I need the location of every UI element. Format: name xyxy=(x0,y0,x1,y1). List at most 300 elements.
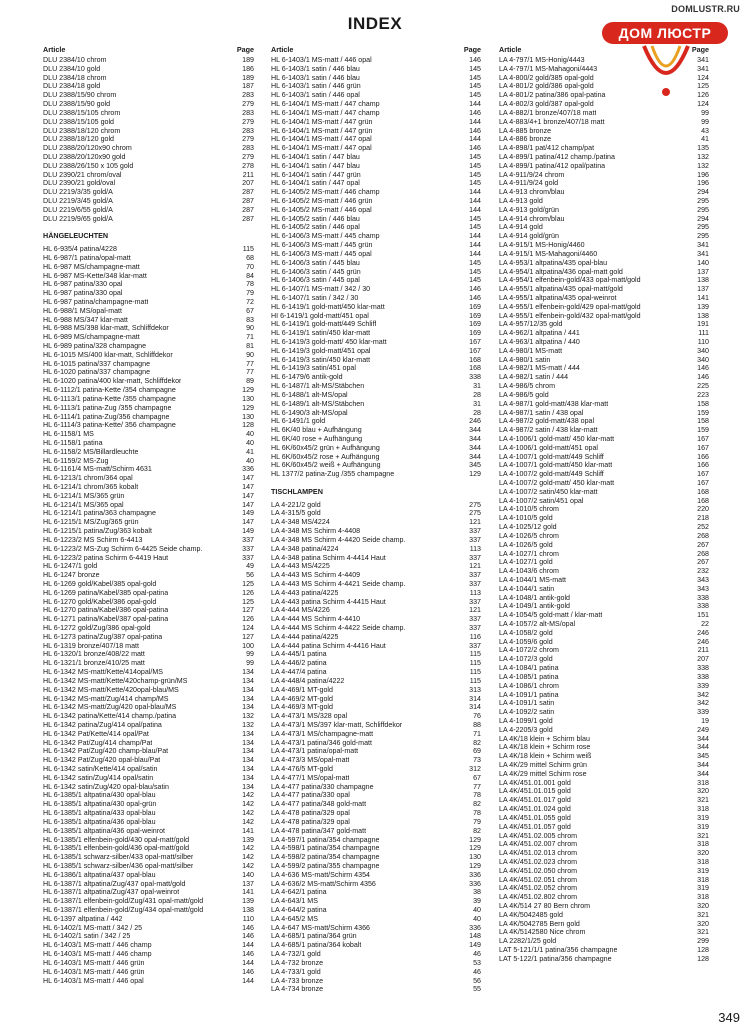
index-entry xyxy=(271,312,481,321)
page-ref: 149 xyxy=(469,941,481,950)
page-ref: 128 xyxy=(697,954,709,963)
article-name: LA 4K/451.02.007 chrom xyxy=(499,840,578,849)
article-name: HL 6-1402/1 MS-matt / 342 / 25 xyxy=(43,923,143,932)
index-entry xyxy=(271,633,481,642)
page-ref: 275 xyxy=(469,500,481,509)
index-entry xyxy=(499,743,709,752)
logo-brand: ДОМ ЛЮСТР xyxy=(602,22,728,44)
page-ref: 187 xyxy=(242,82,254,91)
index-entry xyxy=(499,312,709,321)
index-entry xyxy=(499,876,709,885)
page-ref: 46 xyxy=(473,950,481,959)
index-entry xyxy=(271,915,481,924)
page-ref: 211 xyxy=(242,170,254,179)
article-name: LA 4-473/1 MS/328 opal xyxy=(271,712,348,721)
page-ref: 145 xyxy=(469,91,481,100)
index-entry xyxy=(43,153,254,162)
article-name: LA 4K/451.02.013 chrom xyxy=(499,849,578,858)
article-name: LA 4K/451.02.802 chrom xyxy=(499,893,578,902)
page-ref: 145 xyxy=(469,258,481,267)
article-name: HL 6-1385/1 elfenbein-gold/430 opal-matt/gold xyxy=(43,835,190,844)
article-name: HL 6K/40 blau + Aufhängung xyxy=(271,426,362,435)
index-entry xyxy=(271,968,481,977)
article-name: LA 4-882/1 bronze/407/18 matt xyxy=(499,108,597,117)
page-ref: 169 xyxy=(469,302,481,311)
section-heading: TISCHLAMPEN xyxy=(271,486,323,496)
index-entry xyxy=(499,188,709,197)
index-entry xyxy=(271,677,481,686)
article-name: LA 4-883/4+1 bronze/407/18 matt xyxy=(499,117,605,126)
page-ref: 90 xyxy=(246,324,254,333)
page-ref: 295 xyxy=(697,197,709,205)
column-header xyxy=(43,44,254,56)
article-name: LA 4-1007/2 satin/451 opal xyxy=(499,496,584,505)
page-ref: 168 xyxy=(697,487,709,496)
index-entry xyxy=(43,483,254,492)
page-ref: 320 xyxy=(697,787,709,796)
page-ref: 142 xyxy=(242,861,254,870)
index-entry xyxy=(271,303,481,312)
page-ref: 344 xyxy=(697,734,709,743)
article-name: HL 6-1419/3 satin/451 opal xyxy=(271,364,356,373)
page-ref: 145 xyxy=(469,161,481,170)
page-ref: 145 xyxy=(469,267,481,276)
page-ref: 146 xyxy=(242,923,254,932)
page-ref: 168 xyxy=(469,355,481,364)
index-entry xyxy=(499,646,709,655)
page-ref: 82 xyxy=(473,738,481,747)
article-name: DLU 2384/10 chrom xyxy=(43,56,107,64)
article-name: HL 6-1406/3 MS-matt / 445 grün xyxy=(271,241,373,250)
page-ref: 318 xyxy=(697,840,709,849)
article-name: HL 6-1403/1 satin / 446 grün xyxy=(271,82,361,91)
index-entry xyxy=(499,435,709,444)
index-entry xyxy=(271,223,481,232)
page-ref: 140 xyxy=(242,870,254,879)
index-entry xyxy=(271,853,481,862)
page-ref: 127 xyxy=(242,606,254,615)
page-ref: 134 xyxy=(242,738,254,747)
article-name: LA 4-478 patina/329 opal xyxy=(271,817,350,826)
index-entry xyxy=(43,395,254,404)
article-name: LA 4-1007/1 gold-matt/449 Schliff xyxy=(499,452,604,461)
index-entry xyxy=(43,404,254,413)
page-ref: 71 xyxy=(473,729,481,738)
page-ref: 124 xyxy=(242,624,254,632)
index-entry xyxy=(43,642,254,651)
page-ref: 70 xyxy=(246,262,254,271)
article-name: HL 6-1214/1 patina/363 champagne xyxy=(43,509,156,518)
article-name: LA 4K/451.02.050 chrom xyxy=(499,866,578,875)
page-ref: 320 xyxy=(697,849,709,858)
index-entry xyxy=(43,774,254,783)
article-name: LA 4-955/1 elfenbein-gold/432 opal-matt/gold xyxy=(499,311,641,320)
index-entry xyxy=(271,171,481,180)
index-entry xyxy=(43,880,254,889)
article-name: HL 6-1403/1 satin / 446 blau xyxy=(271,64,360,73)
column-header xyxy=(271,44,481,56)
page-ref: 128 xyxy=(242,421,254,430)
page-ref: 220 xyxy=(697,505,709,514)
article-name: HL 6-1419/1 satin/450 klar-matt xyxy=(271,329,371,338)
index-entry xyxy=(271,268,481,277)
index-entry xyxy=(499,735,709,744)
article-name: LA 4-915/1 MS-Mahagoni/4460 xyxy=(499,249,598,258)
page-ref: 344 xyxy=(697,769,709,778)
index-entry xyxy=(499,867,709,876)
page-ref: 125 xyxy=(242,579,254,588)
index-entry xyxy=(43,536,254,545)
article-name: HL 6-1247/1 gold xyxy=(43,562,98,571)
page-ref: 134 xyxy=(242,676,254,685)
article-name: HL 6-1387/1 altpatina/Zug/437 opal-matt/gold xyxy=(43,879,186,888)
index-list xyxy=(499,56,709,964)
page-ref: 132 xyxy=(697,161,709,170)
page-ref: 294 xyxy=(697,188,709,197)
article-name: LA 4-954/1 altpatina/436 opal-matt gold xyxy=(499,267,623,276)
article-name: LA 4K/451.02.052 chrom xyxy=(499,884,578,893)
article-name: LA 4-348 patina/4224 xyxy=(271,544,339,553)
article-name: LA 4-642/1 patina xyxy=(271,888,327,897)
article-name: DLU 2384/10 gold xyxy=(43,64,101,73)
page-ref: 135 xyxy=(697,144,709,153)
article-name: LA 4-478 patina/347 gold-matt xyxy=(271,826,367,835)
article-name: LA 4-444 MS Schirm 4-4410 xyxy=(271,615,361,624)
page-ref: 134 xyxy=(242,668,254,677)
index-entry xyxy=(499,100,709,109)
index-entry xyxy=(43,135,254,144)
page-ref: 78 xyxy=(473,791,481,800)
article-name: HL 6-1386/1 altpatina/437 opal-blau xyxy=(43,870,156,879)
index-entry xyxy=(43,162,254,171)
page-ref: 341 xyxy=(697,249,709,258)
index-entry xyxy=(271,836,481,845)
page-ref: 147 xyxy=(242,500,254,509)
article-name: LA 4-915/1 MS-Honig/4460 xyxy=(499,241,585,250)
page-ref: 144 xyxy=(242,941,254,950)
page-ref: 127 xyxy=(242,632,254,641)
index-entry xyxy=(271,774,481,783)
index-entry xyxy=(271,950,481,959)
page-ref: 147 xyxy=(242,518,254,527)
page-ref: 134 xyxy=(242,756,254,765)
article-name: DLU 2388/18/120 gold xyxy=(43,135,114,144)
page-title: INDEX xyxy=(347,14,403,33)
index-entry xyxy=(43,91,254,100)
index-entry xyxy=(43,712,254,721)
index-entry xyxy=(499,814,709,823)
article-name: LA 4K/451.02.005 chrom xyxy=(499,831,578,840)
article-name: LA 4-1072/3 gold xyxy=(499,655,553,664)
article-name: DLU 2388/15/90 chrom xyxy=(43,91,117,100)
page-ref: 341 xyxy=(697,56,709,64)
index-entry xyxy=(499,902,709,911)
page-ref: 166 xyxy=(697,452,709,461)
page-ref: 337 xyxy=(469,641,481,650)
article-name: HL 6-1405/2 MS-matt / 446 champ xyxy=(271,188,380,197)
article-name: HL 6-1406/3 satin / 445 blau xyxy=(271,258,360,267)
index-entry xyxy=(499,787,709,796)
index-entry xyxy=(43,448,254,457)
index-entry xyxy=(271,598,481,607)
index-entry xyxy=(43,280,254,289)
page-ref: 137 xyxy=(697,285,709,294)
article-name: HL 6-987 MS-Kette/348 klar-matt xyxy=(43,271,147,280)
article-name: HL 6-989 patina/328 champagne xyxy=(43,342,147,350)
page-ref: 225 xyxy=(697,382,709,391)
page-ref: 99 xyxy=(701,117,709,126)
article-name: HL 6-987 patina/champagne-matt xyxy=(43,297,149,306)
index-entry xyxy=(43,695,254,704)
page-ref: 79 xyxy=(246,289,254,298)
index-entry xyxy=(271,391,481,400)
page-ref: 339 xyxy=(697,708,709,717)
page-ref: 337 xyxy=(469,615,481,624)
index-entry xyxy=(271,373,481,382)
article-name: HL 6-1403/1 satin / 446 blau xyxy=(271,73,360,82)
index-entry xyxy=(271,329,481,338)
article-name: LA 4-914 chrom/blau xyxy=(499,214,565,223)
article-name: HL 6-1403/1 MS-matt / 446 champ xyxy=(43,950,152,959)
page-ref: 71 xyxy=(246,333,254,342)
index-entry xyxy=(499,409,709,418)
article-name: LA 4-987/2 satin / 438 klar-matt xyxy=(499,426,598,435)
article-name: LA 4-953/1 altpatina/435 opal-blau xyxy=(499,258,608,267)
page-ref: 141 xyxy=(242,826,254,835)
article-name: LA 4-797/1 MS-Mahagoni/4443 xyxy=(499,64,598,73)
index-entry xyxy=(271,241,481,250)
article-name: HL 6-1404/1 MS-matt / 447 grün xyxy=(271,117,373,126)
page-ref: 121 xyxy=(469,562,481,571)
index-entry xyxy=(499,118,709,127)
article-name: LA 4-913 chrom/blau xyxy=(499,188,565,197)
index-entry xyxy=(499,664,709,673)
page-ref: 40 xyxy=(246,430,254,439)
article-name: LA 4-1044/1 MS-matt xyxy=(499,575,567,584)
index-entry xyxy=(43,968,254,977)
article-name: HL 6-1404/1 MS-matt / 447 opal xyxy=(271,135,372,144)
index-entry xyxy=(271,144,481,153)
article-name: LA 4K/451.02.051 chrom xyxy=(499,875,578,884)
article-name: LA 4-1043/6 chrom xyxy=(499,567,559,576)
article-name: HL 6-1342 Pat/Zug/414 champ/Pat xyxy=(43,738,153,747)
page-ref: 295 xyxy=(697,232,709,241)
page-ref: 344 xyxy=(469,434,481,443)
article-name: LA 4-734 bronze xyxy=(271,985,324,994)
page-ref: 283 xyxy=(242,144,254,153)
article-name: HL 6-1479/6 antik-gold xyxy=(271,373,343,382)
page-ref: 129 xyxy=(469,470,481,479)
article-name: LA 4-987/1 gold-matt/438 klar-matt xyxy=(499,399,609,408)
index-entry xyxy=(271,545,481,554)
article-name: LA 4-1007/1 gold-matt/450 klar-matt xyxy=(499,461,613,470)
article-name: HL 6-1342 MS-matt/Zug/420 opal-blau/MS xyxy=(43,703,177,712)
article-name: LA 4-732/1 gold xyxy=(271,950,321,959)
index-entry xyxy=(43,457,254,466)
column-header xyxy=(499,44,709,56)
article-name: HL 6-1158/2 MS/Billardleuchte xyxy=(43,447,139,456)
index-entry xyxy=(499,488,709,497)
page-ref: 211 xyxy=(697,646,709,655)
index-entry xyxy=(499,250,709,259)
index-entry xyxy=(43,659,254,668)
index-entry xyxy=(499,541,709,550)
article-name: LA 4-473/1 patina/346 gold-matt xyxy=(271,738,372,747)
index-entry xyxy=(271,668,481,677)
article-name: LA 4-1027/1 chrom xyxy=(499,549,559,558)
page-ref: 40 xyxy=(246,456,254,465)
index-list xyxy=(271,501,481,995)
page-ref: 338 xyxy=(697,664,709,673)
article-name: HL 6-1342 MS-matt/Kette/420champ-grün/MS xyxy=(43,676,188,685)
page-ref: 99 xyxy=(246,659,254,668)
logo-url: DOMLUSTR.RU xyxy=(671,4,740,14)
article-name: LA 4-1010/5 gold xyxy=(499,514,553,523)
index-entry xyxy=(499,770,709,779)
page-ref: 121 xyxy=(469,606,481,615)
page-ref: 111 xyxy=(698,329,709,338)
page-ref: 146 xyxy=(697,364,709,373)
page-ref: 191 xyxy=(697,320,709,329)
article-name: LA 4-914 gold xyxy=(499,223,543,232)
page-ref: 321 xyxy=(697,831,709,840)
page-ref: 318 xyxy=(697,893,709,902)
index-entry xyxy=(43,82,254,91)
index-entry xyxy=(499,223,709,232)
index-entry xyxy=(499,832,709,841)
page-ref: 84 xyxy=(246,271,254,280)
article-name: HL 6-1387/1 elfenbein-gold/Zug/434 opal-matt/gold xyxy=(43,906,204,914)
article-name: LA 4-348 MS Schirm 4-4420 Seide champ. xyxy=(271,535,406,544)
index-entry xyxy=(271,118,481,127)
page-ref: 320 xyxy=(697,902,709,910)
article-name: HL 6-1406/3 satin / 445 opal xyxy=(271,276,360,285)
index-entry xyxy=(271,941,481,950)
page-ref: 145 xyxy=(469,73,481,82)
index-entry xyxy=(499,303,709,312)
index-entry xyxy=(271,703,481,712)
article-name: HL 6-1419/1 gold-matt/449 Schliff xyxy=(271,320,377,329)
index-entry xyxy=(271,417,481,426)
index-entry xyxy=(43,977,254,986)
article-name: LA 4-1006/1 gold-matt/451 opal xyxy=(499,443,598,452)
article-name: LA 4-645/2 MS xyxy=(271,914,318,923)
article-name: LA 4-1091/1 satin xyxy=(499,699,555,708)
article-name: LAT 5-122/1 patina/356 champagne xyxy=(499,954,612,963)
page-ref: 137 xyxy=(242,879,254,888)
page-ref: 40 xyxy=(473,914,481,923)
index-entry xyxy=(499,197,709,206)
page-ref: 130 xyxy=(242,412,254,421)
article-name: LA 4K/29 mittel Schirm rose xyxy=(499,769,587,778)
article-name: LA 4-1025/12 gold xyxy=(499,523,557,532)
page-ref: 49 xyxy=(246,562,254,571)
page-ref: 142 xyxy=(242,817,254,826)
index-entry xyxy=(43,871,254,880)
page-ref: 56 xyxy=(473,976,481,985)
article-name: LA 4-477 patina/348 gold-matt xyxy=(271,800,367,809)
index-entry xyxy=(499,893,709,902)
article-name: LAT 5-121/1/1 patina/356 champagne xyxy=(499,946,618,955)
index-entry xyxy=(43,897,254,906)
page-ref: 337 xyxy=(469,571,481,580)
index-entry xyxy=(499,426,709,435)
article-name: HL 6-1404/1 satin / 447 grün xyxy=(271,170,361,179)
index-entry xyxy=(43,316,254,325)
article-name: DLU 2219/6/55 gold/A xyxy=(43,205,113,214)
article-name: LA 4-469/1 MT-gold xyxy=(271,685,333,694)
article-name: HL 6-1112/1 patina-Kette /354 champagne xyxy=(43,386,176,395)
article-name: HL 6-1406/3 MS-matt / 445 champ xyxy=(271,232,380,241)
index-entry xyxy=(499,444,709,453)
page-ref: 137 xyxy=(697,267,709,276)
article-name: HL 6-1403/1 satin / 446 opal xyxy=(271,91,360,100)
page-ref: 138 xyxy=(242,906,254,914)
index-entry xyxy=(271,461,481,470)
article-name: LA 4-348 MS/4224 xyxy=(271,518,330,527)
index-entry xyxy=(499,752,709,761)
index-entry xyxy=(271,527,481,536)
page-ref: 337 xyxy=(469,624,481,632)
index-entry xyxy=(499,849,709,858)
article-name: LA 4K/451.01.055 gold xyxy=(499,813,571,822)
page-ref: 166 xyxy=(697,461,709,470)
page-ref: 146 xyxy=(697,373,709,382)
page-ref: 128 xyxy=(697,946,709,955)
page-ref: 145 xyxy=(469,170,481,179)
index-list xyxy=(43,56,254,223)
page-ref: 144 xyxy=(469,197,481,205)
index-entry xyxy=(499,928,709,937)
page-ref: 110 xyxy=(697,338,709,346)
page-ref: 22 xyxy=(701,620,709,628)
index-entry xyxy=(271,580,481,589)
page-ref: 144 xyxy=(469,232,481,241)
article-name: LA 4-473/1 MS/397 klar-matt, Schliffdekor xyxy=(271,720,403,729)
index-entry xyxy=(43,668,254,677)
article-name: LA 4-899/1 patina/412 opal/patina xyxy=(499,161,606,170)
index-entry xyxy=(271,356,481,365)
index-entry xyxy=(271,906,481,915)
article-name: LA 4-1099/1 gold xyxy=(499,716,553,725)
page-ref: 77 xyxy=(246,368,254,377)
page-ref: 267 xyxy=(697,558,709,567)
page-ref: 144 xyxy=(469,205,481,214)
article-name: LA 4-685/1 patina/364 grün xyxy=(271,932,357,941)
index-entry xyxy=(271,827,481,836)
page-ref: 167 xyxy=(697,470,709,479)
page-ref: 146 xyxy=(469,144,481,153)
page-ref: 319 xyxy=(697,822,709,831)
page-ref: 287 xyxy=(242,188,254,197)
page-ref: 320 xyxy=(697,919,709,928)
index-entry xyxy=(271,897,481,906)
index-entry xyxy=(271,924,481,933)
article-name: LA 4-982/1 MS-matt / 444 xyxy=(499,364,580,373)
page-ref: 144 xyxy=(469,135,481,144)
article-name: HL 6-1405/2 MS-matt / 446 grün xyxy=(271,197,373,205)
page-ref: 139 xyxy=(242,897,254,906)
article-name: LA 4-443 MS/4225 xyxy=(271,562,330,571)
article-name: LA 4-911/9/24 chrom xyxy=(499,170,565,179)
index-entry xyxy=(499,56,709,65)
page-ref: 115 xyxy=(469,668,481,677)
index-entry xyxy=(271,650,481,659)
index-entry xyxy=(43,333,254,342)
index-entry xyxy=(499,391,709,400)
index-entry xyxy=(43,791,254,800)
article-name: LA 4-477 patina/330 champagne xyxy=(271,782,374,791)
